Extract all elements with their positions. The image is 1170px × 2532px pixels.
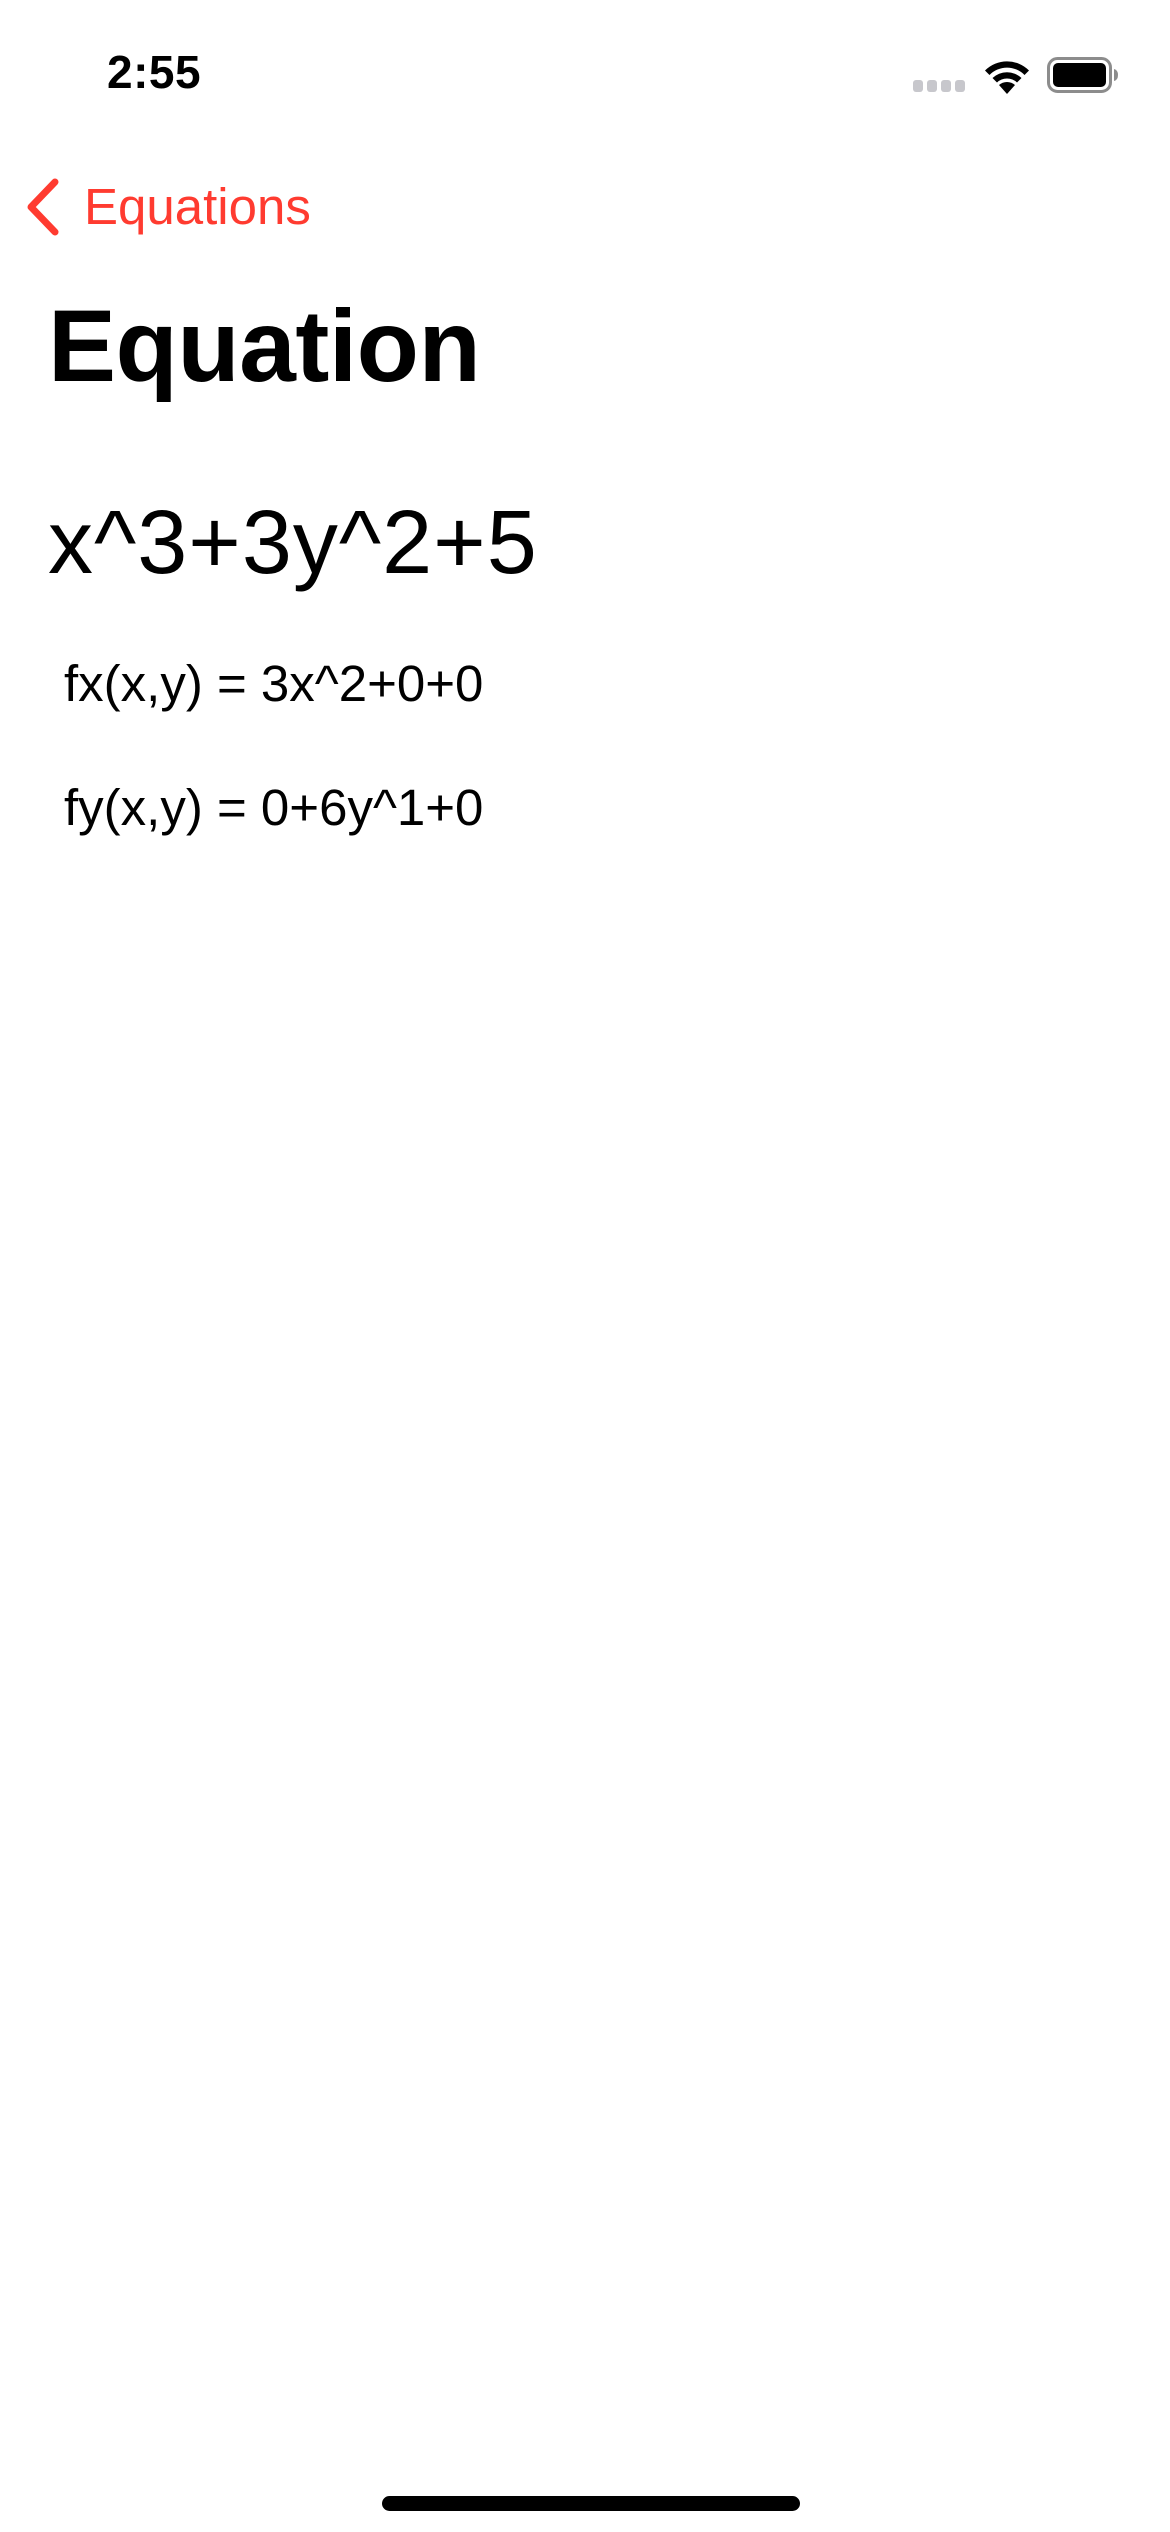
wifi-icon: [982, 56, 1032, 94]
status-time: 2:55: [107, 46, 202, 98]
status-bar: [0, 0, 1170, 140]
partial-derivative-x: fx(x,y) = 3x^2+0+0: [64, 655, 484, 712]
equation-expression: x^3+3y^2+5: [48, 493, 538, 593]
back-button-label: Equations: [84, 178, 311, 235]
partial-derivative-y: fy(x,y) = 0+6y^1+0: [64, 779, 484, 836]
battery-icon: [1047, 57, 1119, 93]
page-title: Equation: [48, 289, 481, 403]
chevron-left-icon: [22, 176, 62, 238]
cellular-signal-icon: [913, 80, 967, 92]
back-button[interactable]: [22, 172, 311, 242]
home-indicator[interactable]: [382, 2496, 800, 2511]
